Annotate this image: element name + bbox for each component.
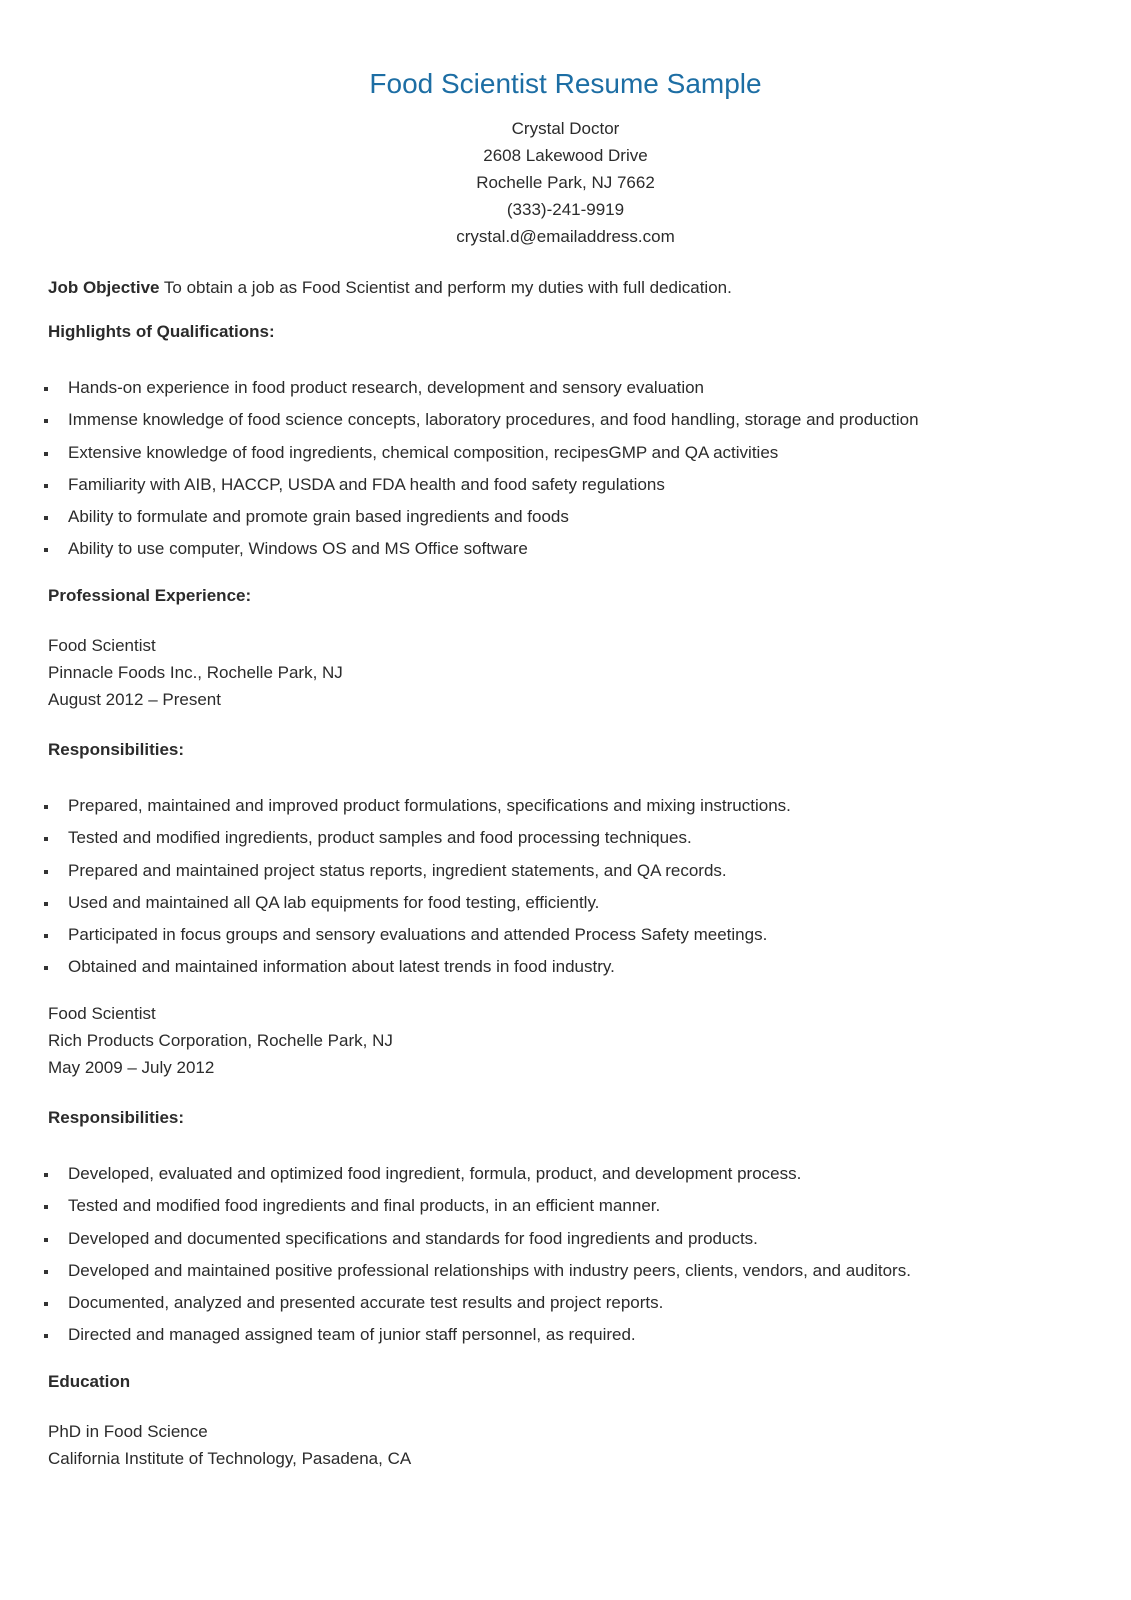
highlight-item: Ability to use computer, Windows OS and MS Office software xyxy=(44,533,919,565)
job-objective xyxy=(48,276,732,300)
responsibility-item: Tested and modified food ingredients and final products, in an efficient manner. xyxy=(44,1190,911,1222)
contact-address-line1: 2608 Lakewood Drive xyxy=(483,146,648,165)
contact-email: crystal.d@emailaddress.com xyxy=(456,227,675,246)
responsibility-item: Prepared and maintained project status reports, ingredient statements, and QA records. xyxy=(44,855,791,887)
highlight-item: Ability to formulate and promote grain based ingredients and foods xyxy=(44,501,919,533)
responsibility-item: Tested and modified ingredients, product samples and food processing techniques. xyxy=(44,822,791,854)
highlight-item: Extensive knowledge of food ingredients, chemical composition, recipesGMP and QA activities xyxy=(44,437,919,469)
job-dates: August 2012 – Present xyxy=(48,690,221,709)
responsibility-item: Prepared, maintained and improved product formulations, specifications and mixing instructions. xyxy=(44,790,791,822)
responsibility-item: Developed and maintained positive professional relationships with industry peers, clients, vendors, and auditors. xyxy=(44,1255,911,1287)
responsibility-item: Used and maintained all QA lab equipments for food testing, efficiently. xyxy=(44,887,791,919)
responsibilities-list xyxy=(44,790,791,984)
contact-phone: (333)-241-9919 xyxy=(506,200,625,219)
job-2-details xyxy=(48,1000,393,1081)
responsibility-item: Developed and documented specifications and standards for food ingredients and products. xyxy=(44,1223,911,1255)
responsibilities-heading: Responsibilities: xyxy=(48,740,185,759)
job-company: Pinnacle Foods Inc., Rochelle Park, NJ xyxy=(48,663,343,682)
responsibility-item: Participated in focus groups and sensory evaluations and attended Process Safety meetings. xyxy=(44,919,791,951)
highlight-item: Hands-on experience in food product research, development and sensory evaluation xyxy=(44,372,919,404)
education-details xyxy=(48,1418,411,1472)
contact-block xyxy=(0,115,1131,250)
job-objective-text: To obtain a job as Food Scientist and perform my duties with full dedication. xyxy=(163,278,732,297)
job-company: Rich Products Corporation, Rochelle Park, NJ xyxy=(48,1031,393,1050)
contact-address-line2: Rochelle Park, NJ 7662 xyxy=(476,173,655,192)
contact-name: Crystal Doctor xyxy=(511,119,620,138)
education-degree: PhD in Food Science xyxy=(48,1422,208,1441)
education-school: California Institute of Technology, Pasadena, CA xyxy=(48,1449,412,1468)
education-heading: Education xyxy=(48,1372,131,1391)
highlights-list xyxy=(44,372,919,566)
responsibility-item: Directed and managed assigned team of junior staff personnel, as required. xyxy=(44,1319,911,1351)
page-title: Food Scientist Resume Sample xyxy=(369,68,762,99)
responsibilities-heading: Responsibilities: xyxy=(48,1108,185,1127)
job-title: Food Scientist xyxy=(48,636,156,655)
highlight-item: Familiarity with AIB, HACCP, USDA and FDA health and food safety regulations xyxy=(44,469,919,501)
experience-heading: Professional Experience: xyxy=(48,586,252,605)
highlights-heading: Highlights of Qualifications: xyxy=(48,322,275,341)
responsibility-item: Documented, analyzed and presented accurate test results and project reports. xyxy=(44,1287,911,1319)
responsibility-item: Developed, evaluated and optimized food ingredient, formula, product, and development process. xyxy=(44,1158,911,1190)
responsibility-item: Obtained and maintained information about latest trends in food industry. xyxy=(44,951,791,983)
responsibilities-list xyxy=(44,1158,911,1352)
job-1-details xyxy=(48,632,343,713)
job-objective-label: Job Objective xyxy=(48,278,160,297)
highlight-item: Immense knowledge of food science concepts, laboratory procedures, and food handling, storage and production xyxy=(44,404,919,436)
job-title: Food Scientist xyxy=(48,1004,156,1023)
job-dates: May 2009 – July 2012 xyxy=(48,1058,215,1077)
